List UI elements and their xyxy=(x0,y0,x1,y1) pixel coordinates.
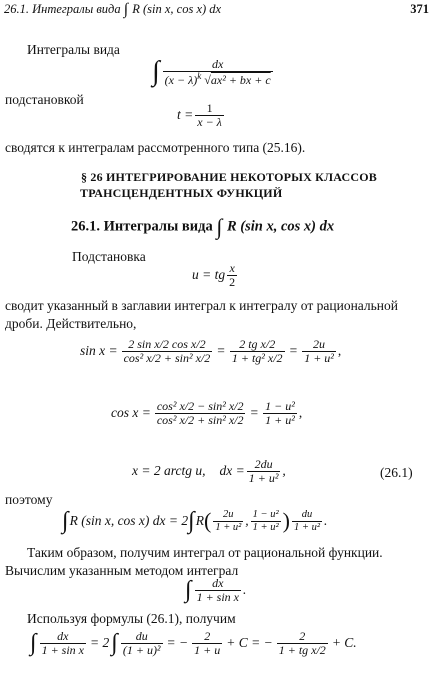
x-eq-text2: dx = xyxy=(219,463,245,479)
subst-num: 1 xyxy=(206,101,213,115)
sin-f1-den: cos² x/2 + sin² x/2 xyxy=(123,350,211,365)
fin-eq2: = − xyxy=(166,635,189,651)
r-eq-R: R xyxy=(195,513,204,528)
fin-a-num: dx xyxy=(57,629,69,643)
formula1-den-exp: k xyxy=(197,70,202,81)
r-equation: ∫ R (sin x, cos x) dx = 2 ∫ R ( $\frac{2u}{\text{1 + u²}}$ , $\frac{\text{1 − u²}}{\text{1 + u²}}$ ) $\frac{du}{\text{1 + u²}}$ . xyxy=(62,508,328,534)
cos-f2-num: 1 − u² xyxy=(265,399,295,413)
running-title-expr: R (sin x, cos x) dx xyxy=(132,2,222,16)
subsection-title-text: 26.1. Интегралы вида xyxy=(71,218,213,235)
subsection-title xyxy=(71,216,334,238)
x-equation: x = 2 arctg u, dx = $\frac{2du}{\text{1 + u²}}$ , xyxy=(132,457,286,485)
integral-sign: ∫ xyxy=(123,1,129,19)
fin-d-num: 2 xyxy=(299,629,306,643)
section-title-1: § 26 ИНТЕГРИРОВАНИЕ НЕКОТОРЫХ КЛАССОВ xyxy=(81,170,377,184)
r-a-num: 2u xyxy=(223,509,234,521)
r-eq-lhs: R (sin x, cos x) dx = 2 xyxy=(69,513,189,528)
cos-f2-den: 1 + u² xyxy=(265,412,295,427)
sin-f1-num: 2 sin x/2 cos x/2 xyxy=(128,337,206,351)
para2-line1: сводит указанный в заглавии интеграл к интегралу от рациональной xyxy=(5,298,398,313)
x-eq-text1: x = 2 arctg u, xyxy=(132,463,206,479)
section-title-2: ТРАНСЦЕНДЕНТНЫХ ФУНКЦИЙ xyxy=(80,186,283,200)
para-poetomu: поэтому xyxy=(5,492,53,507)
cos-equation: cos x = $\frac{\text{cos² x/2 − sin² x/2}}{\text{cos² x/2 + sin² x/2}}$ = $\frac{\text{1 − u²}}{\text{1 + u²}}$ , xyxy=(111,399,303,427)
sin-f3-num: 2u xyxy=(313,337,326,351)
r-b-num: 1 − u² xyxy=(252,509,279,521)
formula1-num: dx xyxy=(212,57,224,71)
integral-sign: ∫ xyxy=(152,56,160,88)
u-subst xyxy=(192,262,239,288)
r-c-den: 1 + u² xyxy=(293,521,320,533)
sin-lhs: sin x = xyxy=(80,343,118,359)
sin-equation: sin x = $\frac{\text{2 sin x/2 cos x/2}}{\text{cos² x/2 + sin² x/2}}$ = $\frac{\text{2 tg x/2}}{\text{1 + tg² x/2}}$ = $\frac{2u}{\text{1 + u²}}$ , xyxy=(80,337,342,365)
integral-sign: ∫ xyxy=(185,577,192,604)
example-integral: ∫ $\frac{dx}{\text{1 + sin x}}$ . xyxy=(185,576,247,604)
fin-b-den: (1 + u)² xyxy=(122,642,161,657)
x-eq-num: 2du xyxy=(254,457,273,471)
running-header xyxy=(4,2,221,18)
running-title: 26.1. Интегралы вида xyxy=(4,2,121,16)
cos-f1-den: cos² x/2 + sin² x/2 xyxy=(156,412,244,427)
r-b-den: 1 + u² xyxy=(252,521,279,533)
integral-sign: ∫ xyxy=(111,630,118,657)
integral-sign: ∫ xyxy=(216,214,223,239)
subst-lhs: t = xyxy=(177,107,194,123)
r-a-den: 1 + u² xyxy=(215,521,242,533)
subsection-expr: R (sin x, cos x) dx xyxy=(226,218,335,235)
cos-f1-num: cos² x/2 − sin² x/2 xyxy=(156,399,244,413)
r-c-num: du xyxy=(301,509,313,521)
para4-line2: Вычислим указанным методом интеграл xyxy=(5,563,239,578)
ex-num: dx xyxy=(212,576,224,590)
integral-sign: ∫ xyxy=(188,508,195,534)
sin-f3-den: 1 + u² xyxy=(304,350,334,365)
cos-lhs: cos x = xyxy=(111,405,151,421)
integral-sign: ∫ xyxy=(62,508,69,534)
fin-d-den: 1 + tg x/2 xyxy=(278,642,326,657)
x-eq-den: 1 + u² xyxy=(248,470,279,485)
intro-line1: Интегралы вида xyxy=(27,42,120,57)
para4-line1: Таким образом, получим интеграл от рациональной функции. xyxy=(27,545,383,560)
u-subst-num: x xyxy=(229,261,235,275)
fin-c-num: 2 xyxy=(204,629,211,643)
page-number: 371 xyxy=(410,2,429,16)
formula-1: ∫ $\frac{dx}{(x - \lambda)^k √ax^2 + bx + c}$ xyxy=(152,56,271,88)
intro-line2: подстановкой xyxy=(5,92,84,107)
fin-b-num: du xyxy=(135,629,148,643)
para2-line2: дроби. Действительно, xyxy=(5,316,137,331)
u-subst-lhs: u = tg xyxy=(192,267,226,283)
subst-t xyxy=(177,102,226,128)
fin-tail: + C. xyxy=(331,635,357,651)
equation-label-26-1: (26.1) xyxy=(380,465,413,480)
intro-line3: сводятся к интегралам рассмотренного типа (25.16). xyxy=(5,140,306,155)
fin-c-den: 1 + u xyxy=(194,642,221,657)
subst-den: x − λ xyxy=(197,114,222,129)
fin-eq3: + C = − xyxy=(226,635,273,651)
para5: Используя формулы (26.1), получим xyxy=(27,611,236,626)
u-subst-den: 2 xyxy=(229,274,236,289)
sin-f2-num: 2 tg x/2 xyxy=(239,337,276,351)
formula1-den-root: ax² + bx + c xyxy=(210,72,271,87)
ex-den: 1 + sin x xyxy=(196,589,240,604)
formula1-den-pre: (x − λ) xyxy=(164,72,198,87)
sin-f2-den: 1 + tg² x/2 xyxy=(231,350,283,365)
integral-sign: ∫ xyxy=(30,630,37,657)
para-podstanovka: Подстановка xyxy=(72,249,146,264)
fin-mid: = 2 xyxy=(90,635,110,651)
fin-a-den: 1 + sin x xyxy=(41,642,85,657)
final-equation xyxy=(30,630,357,656)
